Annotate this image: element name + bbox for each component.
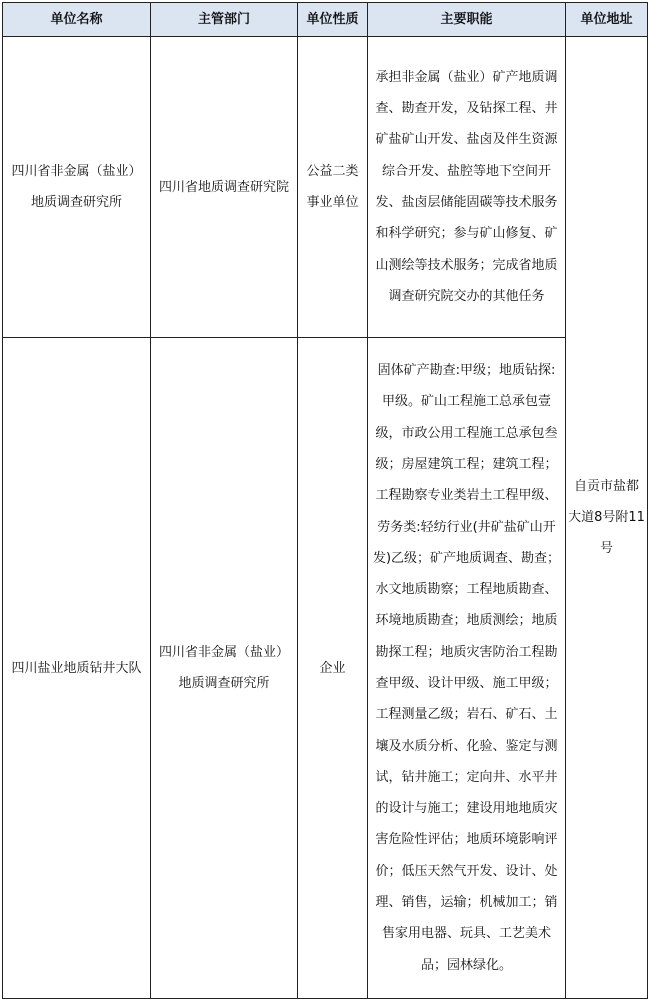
cell-unit-nature: 公益二类事业单位: [298, 37, 368, 338]
cell-department: 四川省地质调查研究院: [151, 37, 298, 338]
header-unit-address: 单位地址: [566, 3, 648, 37]
table-header-row: [3, 3, 648, 37]
unit-table: [2, 2, 648, 999]
header-department: 主管部门: [151, 3, 298, 37]
header-main-duties: 主要职能: [368, 3, 566, 37]
header-unit-nature: 单位性质: [298, 3, 368, 37]
cell-main-duties: 承担非金属（盐业）矿产地质调查、勘查开发，及钻探工程、井矿盐矿山开发、盐卤及伴生资源综合开发、盐腔等地下空间开发、盐卤层储能固碳等技术服务和科学研究；参与矿山修复、矿山测绘等技术服务；完成省地质调查研究院交办的其他任务: [368, 37, 566, 338]
cell-unit-name: 四川盐业地质钻井大队: [3, 338, 151, 999]
cell-main-duties: 固体矿产勘查:甲级；地质钻探:甲级。矿山工程施工总承包壹级，市政公用工程施工总承包叁级；房屋建筑工程；建筑工程；工程勘察专业类岩土工程甲级、劳务类:轻纺行业(井矿盐矿山开发)乙级；矿产地质调查、勘查；水文地质勘察；工程地质勘查、环境地质勘查；地质测绘；地质勘探工程；地质灾害防治工程勘查甲级、设计甲级、施工甲级；工程测量乙级；岩石、矿石、土壤及水质分析、化验、鉴定与测试，钻井施工；定向井、水平井的设计与施工；建设用地地质灾害危险性评估；地质环境影响评价；低压天然气开发、设计、处理、销售，运输；机械加工；销售家用电器、玩具、工艺美术品；园林绿化。: [368, 338, 566, 999]
cell-department: 四川省非金属（盐业）地质调查研究所: [151, 338, 298, 999]
cell-unit-nature: 企业: [298, 338, 368, 999]
table-row: [3, 338, 648, 999]
cell-unit-name: 四川省非金属（盐业）地质调查研究所: [3, 37, 151, 338]
table-row: [3, 37, 648, 338]
header-unit-name: 单位名称: [3, 3, 151, 37]
cell-unit-address: 自贡市盐都大道8号附11号: [566, 37, 648, 999]
